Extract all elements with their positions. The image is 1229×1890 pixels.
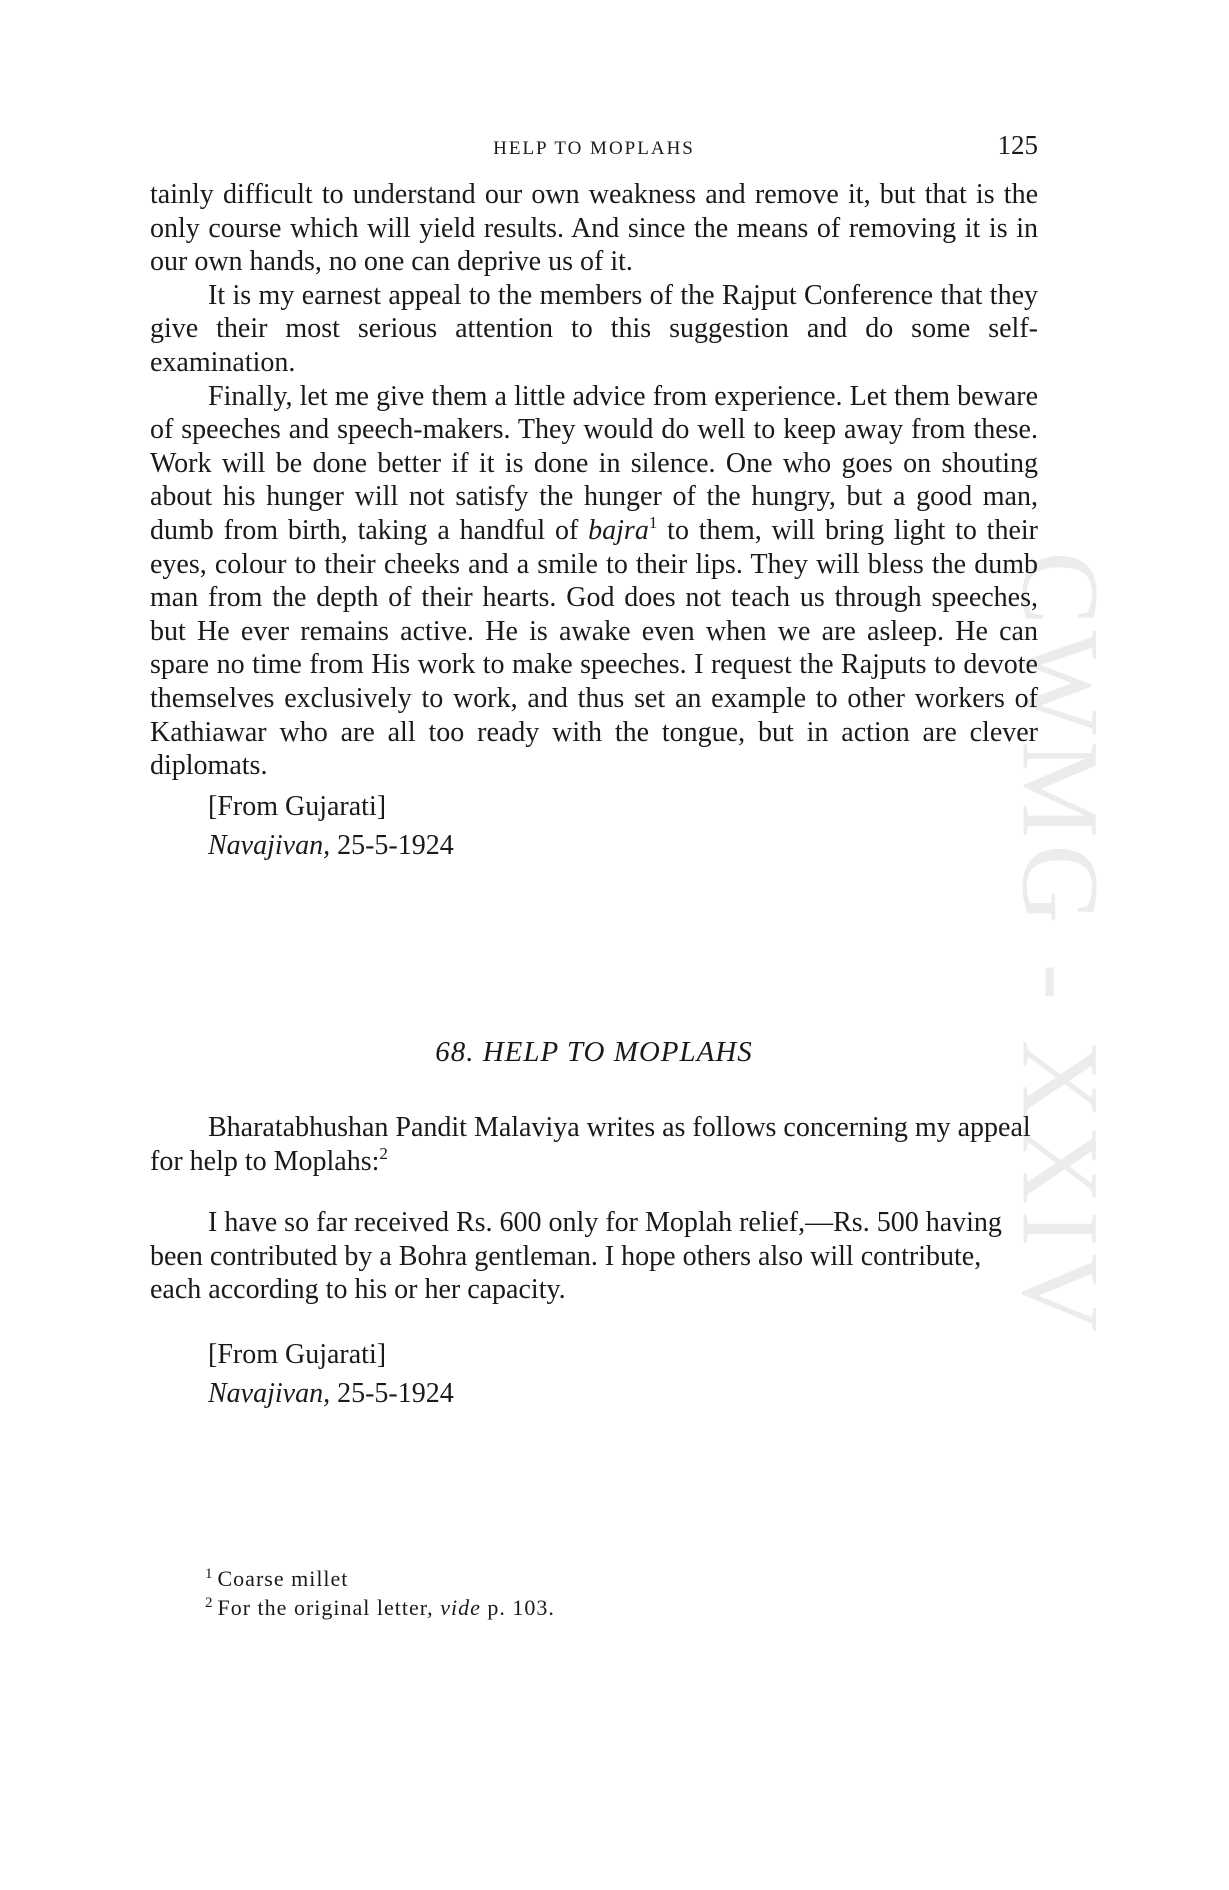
paragraph-text: Finally, let me give them a little advice from experience. Let them beware of speeches and speech-makers. They would do well to keep away from these. Work will be done better if it is done in silence. One who goes on shouting about his hunger will not satisfy the hunger of the hungry, but a good man, dumb from birth, taking a handful of (150, 380, 1038, 546)
section-1-body (150, 178, 1038, 865)
paragraph: I have so far received Rs. 600 only for Moplah relief,—Rs. 500 having been contributed by a Bohra gentleman. I hope others also will contribute, each according to his or her capacity. (150, 1207, 1002, 1306)
citation-date: 25-5-1924 (337, 1377, 454, 1409)
paragraph (150, 1111, 1038, 1178)
section-2-body (150, 1083, 1038, 1413)
footnote (205, 1593, 1005, 1622)
citation (150, 826, 1038, 865)
footnote-ref: 2 (379, 1143, 388, 1163)
page-header (150, 130, 1038, 170)
running-head: HELP TO MOPLAHS (493, 138, 695, 159)
footnote-text: p. 103. (487, 1595, 555, 1620)
paragraph (150, 380, 1038, 783)
source-note: [From Gujarati] (208, 790, 387, 822)
footnote-text: For the original letter, (217, 1595, 434, 1620)
section-title: 68. HELP TO MOPLAHS (435, 1036, 753, 1068)
footnote-italic: vide (440, 1595, 481, 1620)
page-number: 125 (997, 130, 1038, 160)
citation-date: 25-5-1924 (337, 829, 454, 861)
paragraph: It is my earnest appeal to the members of the Rajput Conference that they give their most serious attention to this suggestion and do some self-examination. (150, 279, 1038, 378)
paragraph-text: to them, will bring light to their eyes, colour to their cheeks and a smile to their lips. They will bless the dumb man from the depth of their hearts. God does not teach us through speeches, but He ever remains active. He is awake even when we are asleep. He can spare no time from His work to make speeches. I request the Rajputs to devote themselves exclusively to work, and thus set an example to other workers of Kathiawar who are all too ready with the tongue, but in action are clever diplomats. (150, 514, 1038, 782)
footnote-marker: 1 (205, 1566, 214, 1582)
footnote-text: Coarse millet (217, 1566, 349, 1591)
journal-name: Navajivan, (208, 829, 331, 861)
journal-name: Navajivan, (208, 1377, 331, 1409)
footnote (205, 1564, 1005, 1593)
footnote-ref: 1 (648, 512, 658, 532)
italic-term: bajra (588, 514, 649, 546)
citation (150, 1374, 1038, 1413)
watermark-text: CWMG - XXIV (999, 551, 1122, 1339)
footnote-marker: 2 (205, 1595, 214, 1611)
paragraph: tainly difficult to understand our own weakness and remove it, but that is the only course which will yield results. And since the means of removing it is in our own hands, no one can deprive us of it. (150, 179, 1038, 278)
footnotes (205, 1564, 1005, 1622)
paragraph-text: Bharatabhushan Pandit Malaviya writes as follows concerning my appeal for help to Moplahs: (150, 1112, 1031, 1177)
source-note: [From Gujarati] (208, 1338, 387, 1370)
